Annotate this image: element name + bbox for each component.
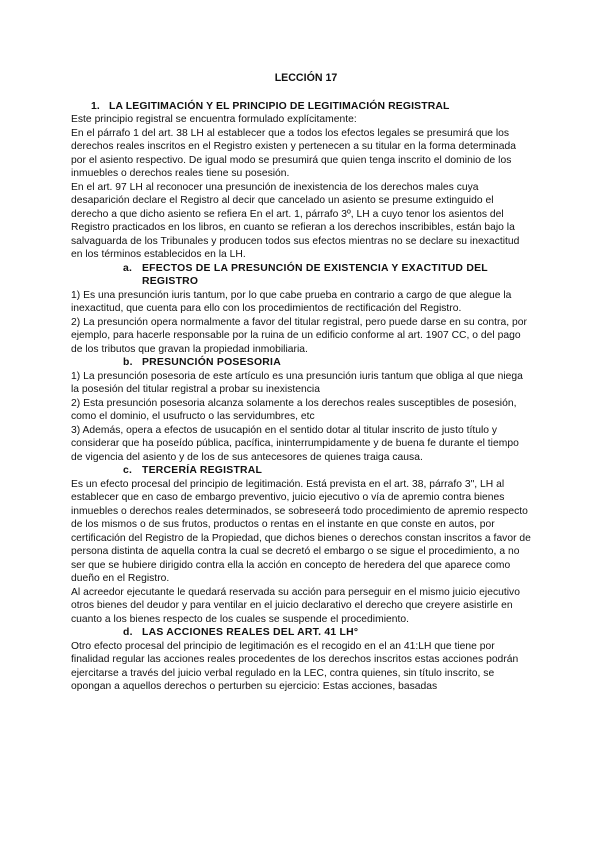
section-c-heading bbox=[71, 464, 531, 478]
section-c-paragraph: Es un efecto procesal del principio de legitimación. Está prevista en el art. 38, párrafo 3", LH al establecer que en caso de embargo preventivo, juicio ejecutivo o vía de apremio contra bienes inmuebles o derechos reales determinados, se sobreseerá todo procedimiento de apremio respecto de los mismos o de sus frutos, productos o rentas en el instante en que conste en autos, por certificación del Registro de la Propiedad, que dichos bienes o derechos constan inscritos a favor de persona distinta de aquella contra la cual se decretó el embargo o se sigue el procedimiento, a no ser que se hubiere dirigido contra ella la acción en concepto de heredera del que aparece como dueño en el Registro. bbox=[71, 478, 531, 584]
section-b-heading bbox=[71, 356, 531, 370]
section-d-paragraph: Otro efecto procesal del principio de legitimación es el recogido en el an 41:LH que tiene por finalidad regular las acciones reales procedentes de los derechos inscritos estas acciones podrán ejercitarse a través del juicio verbal regulado en la LEC, contra quienes, sin título inscrito, se opongan a aquellos derechos o perturben su ejercicio: Estas acciones, basadas bbox=[71, 640, 519, 692]
section-1-paragraph: Este principio registral se encuentra formulado explícitamente: bbox=[71, 114, 357, 125]
section-1-title: LA LEGITIMACIÓN Y EL PRINCIPIO DE LEGITIMACIÓN REGISTRAL bbox=[109, 100, 450, 112]
document-body bbox=[71, 72, 531, 694]
section-1-paragraph: En el art. 97 LH al reconocer una presunción de inexistencia de los derechos males cuya desaparición declare el Registro al decir que cancelado un asiento se presume extinguido el derecho a que dicho asiento se refiera En el art. 1, párrafo 3º, LH a cuyo tenor los asientos del Registro practicados en los libros, en cuanto se refieran a los derechos inscribibles, están bajo la salvaguarda de los Tribunales y producen todos sus efectos mientras no se declare su inexactitud en los términos establecidos en la LH. bbox=[71, 181, 520, 260]
section-a-paragraph: 2) La presunción opera normalmente a favor del titular registral, pero puede darse en su contra, por ejemplo, para hacerle responsable por la ruina de un edificio conforme al art. 1907 CC, o del pago de los tributos que gravan la propiedad inmobiliaria. bbox=[71, 316, 527, 355]
section-c-letter: c. bbox=[123, 465, 133, 476]
lesson-title: LECCIÓN 17 bbox=[274, 72, 338, 84]
section-d-title: LAS ACCIONES REALES DEL ART. 41 LH° bbox=[142, 627, 359, 638]
section-a-title: EFECTOS DE LA PRESUNCIÓN DE EXISTENCIA Y EXACTITUD DEL REGISTRO bbox=[142, 262, 488, 287]
section-1-heading bbox=[71, 100, 531, 114]
section-a-paragraph: 1) Es una presunción iuris tantum, por lo que cabe prueba en contrario a cargo de que alegue la inexactitud, que cuenta para ello con los procedimientos de rectificación del Registro. bbox=[71, 289, 512, 314]
section-a-heading bbox=[71, 262, 531, 289]
section-b-paragraph: 3) Además, opera a efectos de usucapión en el sentido dotar al titular inscrito de justo título y considerar que ha poseído pública, pacífica, ininterrumpidamente y de buena fe durante el tiempo de vigencia del asiento y de los de sus antecesores de quienes traiga causa. bbox=[71, 424, 519, 463]
section-b-paragraph: 2) Esta presunción posesoria alcanza solamente a los derechos reales susceptibles de posesión, como el dominio, el usufructo o las servidumbres, etc bbox=[71, 397, 517, 422]
section-c-paragraph: Al acreedor ejecutante le quedará reservada su acción para perseguir en el mismo juicio ejecutivo otros bienes del deudor y para ventilar en el juicio declarativo el derecho que creyere asistirle en cuanto a los bienes respecto de los cuales se suspende el procedimiento. bbox=[71, 586, 520, 625]
section-1-number: 1. bbox=[91, 100, 100, 112]
section-d-letter: d. bbox=[123, 627, 133, 638]
section-a-letter: a. bbox=[123, 262, 133, 274]
section-c-title: TERCERÍA REGISTRAL bbox=[142, 465, 263, 476]
section-b-title: PRESUNCIÓN POSESORIA bbox=[142, 357, 281, 368]
section-b-paragraph: 1) La presunción posesoria de este artículo es una presunción iuris tantum que obliga al que niega la posesión del titular registral a probar su inexistencia bbox=[71, 370, 523, 395]
section-d-heading bbox=[71, 626, 531, 640]
section-1-paragraph: En el párrafo 1 del art. 38 LH al establecer que a todos los efectos legales se presumirá que los derechos reales inscritos en el Registro existen y pertenecen a su titular en la forma determinada por el asiento respectivo. De igual modo se presumirá que quien tenga inscrito el dominio de los inmuebles o derechos reales tiene su posesión. bbox=[71, 127, 516, 179]
section-b-letter: b. bbox=[123, 357, 133, 368]
